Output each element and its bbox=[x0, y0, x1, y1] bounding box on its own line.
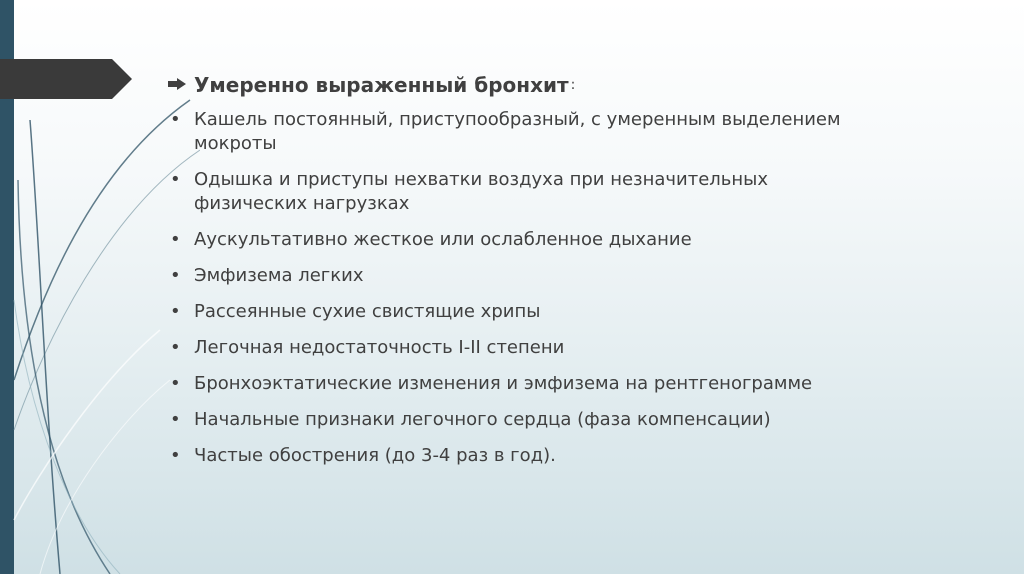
list-item bbox=[168, 168, 868, 216]
bullet-icon: • bbox=[170, 337, 181, 358]
list-item bbox=[168, 372, 868, 396]
list-item-text: Легочная недостаточность I-II степени bbox=[194, 337, 565, 358]
list-item-text: Рассеянные сухие свистящие хрипы bbox=[194, 301, 541, 322]
list-item-text: Одышка и приступы нехватки воздуха при незначительных физических нагрузках bbox=[194, 169, 769, 214]
arrow-right-icon bbox=[168, 77, 188, 93]
list-item bbox=[168, 300, 868, 324]
heading-colon: : bbox=[570, 77, 576, 93]
bullet-list bbox=[168, 108, 868, 468]
bullet-icon: • bbox=[170, 169, 181, 190]
list-item-text: Частые обострения (до 3-4 раз в год). bbox=[194, 445, 556, 466]
list-item bbox=[168, 444, 868, 468]
list-item bbox=[168, 108, 868, 156]
slide-content bbox=[168, 70, 868, 480]
list-item-text: Начальные признаки легочного сердца (фаза компенсации) bbox=[194, 409, 771, 430]
title-tab-shape bbox=[0, 59, 132, 99]
list-item-text: Кашель постоянный, приступообразный, с умеренным выделением мокроты bbox=[194, 109, 841, 154]
list-item bbox=[168, 408, 868, 432]
bullet-icon: • bbox=[170, 109, 181, 130]
bullet-icon: • bbox=[170, 301, 181, 322]
bullet-icon: • bbox=[170, 265, 181, 286]
list-item bbox=[168, 264, 868, 288]
list-item-text: Аускультативно жесткое или ослабленное дыхание bbox=[194, 229, 692, 250]
list-item bbox=[168, 228, 868, 252]
bullet-icon: • bbox=[170, 229, 181, 250]
heading-text: Умеренно выраженный бронхит bbox=[194, 73, 569, 97]
list-item bbox=[168, 336, 868, 360]
bullet-icon: • bbox=[170, 445, 181, 466]
bullet-icon: • bbox=[170, 373, 181, 394]
list-item-text: Эмфизема легких bbox=[194, 265, 364, 286]
list-item-text: Бронхоэктатические изменения и эмфизема на рентгенограмме bbox=[194, 373, 813, 394]
slide-heading bbox=[168, 70, 868, 100]
bullet-icon: • bbox=[170, 409, 181, 430]
